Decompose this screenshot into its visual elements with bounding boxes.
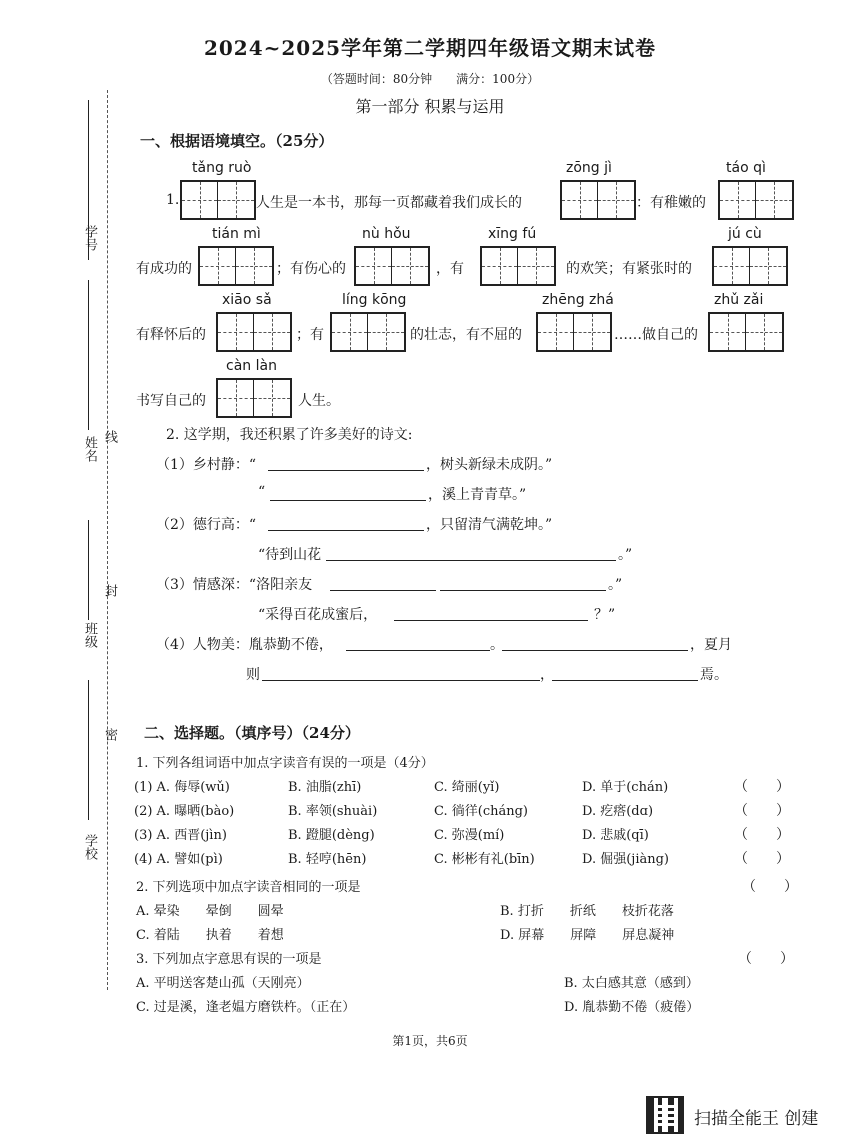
answer-box-lingkong[interactable] [330,312,406,352]
poem-b2-end: 。” [618,547,633,563]
q1-number: 1. [166,192,180,208]
text-t1: 人生是一本书，那每一页都藏着我们成长的 [256,195,522,211]
q1-row-option-c: C. 徜徉(cháng) [434,804,528,819]
side-label-banji: 班级 [82,622,97,648]
poem-d2-end: 焉。 [700,667,728,683]
answer-box-zhuzai[interactable] [708,312,784,352]
poem-a1-end: ，树头新绿未成阴。” [426,457,553,473]
exam-title: 2024~2025学年第二学期四年级语文期末试卷 [203,36,657,60]
q1-row-option-b: B. 轻哼(hēn) [288,852,367,867]
side-label-xuexiao: 学校 [82,834,97,860]
exam-subtitle: （答题时间：80分钟 满分：100分） [320,72,540,86]
pinyin-tangruo: tǎng ruò [192,160,252,176]
text-t7: 有释怀后的 [136,327,206,343]
q1-row-option-a: (2) A. 曝晒(bào) [134,804,235,819]
s2-q3-opt-b: B. 太白感其意（感到） [564,976,699,991]
poem-b2-start: “待到山花 [258,547,322,563]
q1-row-answer[interactable]: （ ） [734,827,790,843]
xingming-field-line [88,280,89,430]
blank-c2[interactable] [394,620,588,621]
s2-q2-opt-a: A. 晕染 晕倒 圆晕 [136,904,284,919]
poem-d-end: ，夏月 [690,637,732,653]
blank-a1[interactable] [268,470,424,471]
answer-box-tangruo[interactable] [180,180,256,220]
answer-box-xingfu[interactable] [480,246,556,286]
s2-q3-opt-c: C. 过是溪，逢老媪方磨铁杵。（正在） [136,1000,356,1015]
pinyin-nuhou: nù hǒu [362,226,411,242]
blank-b1[interactable] [268,530,424,531]
s2-q2: 2. 下列选项中加点字读音相同的一项是 [136,880,361,895]
blank-b2[interactable] [326,560,616,561]
xuexiao-field-line [88,680,89,820]
pinyin-canlan: càn làn [226,358,277,374]
q1-row-option-c: C. 彬彬有礼(bīn) [434,852,535,867]
pinyin-zongji: zōng jì [566,160,612,176]
poem-b-label: （2）德行高：“ [156,517,257,533]
side-label-xuehao: 学号 [82,225,97,251]
blank-d2a[interactable] [262,680,540,681]
page-number: 第1页，共6页 [392,1034,468,1048]
s2-q3: 3. 下列加点字意思有误的一项是 [136,952,322,967]
q1-row-answer[interactable]: （ ） [734,779,790,795]
q1-row-option-a: (1) A. 侮辱(wǔ) [134,780,230,795]
q1-row-option-c: C. 绮丽(yǐ) [434,780,500,795]
pinyin-xiaosa: xiāo sǎ [222,292,272,308]
pinyin-lingkong: líng kōng [342,292,407,308]
pinyin-jucu: jú cù [728,226,762,242]
answer-box-zhengzha[interactable] [536,312,612,352]
text-t3: 有成功的 [136,261,192,277]
banji-field-line [88,520,89,620]
text-t11: 书写自己的 [136,393,206,409]
answer-box-taoqi[interactable] [718,180,794,220]
answer-box-tianmi[interactable] [198,246,274,286]
s2-q1: 1. 下列各组词语中加点字读音有误的一项是（4分） [136,756,434,771]
q1-row-option-d: D. 倔强(jiàng) [582,852,670,867]
blank-c1a[interactable] [330,590,436,591]
q2-prompt: 2. 这学期，我还积累了许多美好的诗文: [166,427,413,443]
side-label-xingming: 姓名 [82,436,97,462]
text-t6: 的欢笑；有紧张时的 [566,261,692,277]
side-label-mi: 密 [102,728,117,741]
scanner-brand: 扫描全能王 创建 [694,1109,819,1129]
answer-box-nuhou[interactable] [354,246,430,286]
answer-box-zongji[interactable] [560,180,636,220]
poem-d2-mid: ， [540,667,554,683]
section1-heading: 一、根据语境填空。（25分） [140,132,334,150]
blank-d1b[interactable] [502,650,688,651]
blank-d1a[interactable] [346,650,490,651]
blank-a2[interactable] [270,500,426,501]
section2-heading: 二、选择题。（填序号）（24分） [144,724,360,742]
pinyin-zhuzai: zhǔ zǎi [714,292,764,308]
side-label-xian: 线 [102,430,117,443]
s2-q2-opt-c: C. 着陆 执着 着想 [136,928,284,943]
poem-c1-end: 。” [608,577,623,593]
poem-b1-end: ，只留清气满乾坤。” [426,517,553,533]
text-t8: ；有 [296,327,324,343]
qr-code-icon [646,1096,684,1134]
s2-q2-opt-d: D. 屏幕 屏障 屏息凝神 [500,928,675,943]
poem-d2-start: 则 [246,667,260,683]
text-t10: ……做自己的 [614,327,698,343]
q1-row-option-d: D. 单于(chán) [582,780,669,795]
poem-a-label: （1）乡村静：“ [156,457,257,473]
side-label-feng: 封 [102,584,117,597]
s2-q2-opt-b: B. 打折 折纸 枝折花落 [500,904,674,919]
answer-box-xiaosa[interactable] [216,312,292,352]
blank-d2b[interactable] [552,680,698,681]
blank-c1b[interactable] [440,590,606,591]
q1-row-option-a: (3) A. 西晋(jìn) [134,828,227,843]
q1-row-option-c: C. 弥漫(mí) [434,828,505,843]
text-t9: 的壮志，有不屈的 [410,327,522,343]
s2-q2-answer[interactable]: （ ） [742,879,798,895]
part-heading: 第一部分 积累与运用 [355,97,505,116]
poem-a2-end: ，溪上青青草。” [428,487,527,503]
q1-row-option-b: B. 率领(shuài) [288,804,378,819]
s2-q3-opt-a: A. 平明送客楚山孤（天刚亮） [136,976,310,991]
s2-q3-answer[interactable]: （ ） [738,951,794,967]
q1-row-option-a: (4) A. 譬如(pì) [134,852,223,867]
pinyin-tianmi: tián mì [212,226,261,242]
poem-c-label: （3）情感深：“洛阳亲友 [156,577,313,593]
text-t4: ；有伤心的 [276,261,346,277]
poem-d-mid: 。 [490,637,504,653]
answer-box-canlan[interactable] [216,378,292,418]
answer-box-jucu[interactable] [712,246,788,286]
q1-row-answer[interactable]: （ ） [734,851,790,867]
q1-row-option-d: D. 疙瘩(dɑ) [582,804,654,819]
poem-c2-end: ？” [594,607,616,623]
q1-row-option-b: B. 油脂(zhī) [288,780,362,795]
poem-c2-start: “采得百花成蜜后， [258,607,378,623]
q1-row-option-d: D. 悲戚(qī) [582,828,649,843]
text-t5: ，有 [436,261,464,277]
poem-d-label: （4）人物美：胤恭勤不倦， [156,637,333,653]
pinyin-taoqi: táo qì [726,160,766,176]
pinyin-zhengzha: zhēng zhá [542,292,614,308]
s2-q3-opt-d: D. 胤恭勤不倦（疲倦） [564,1000,700,1015]
q1-row-option-b: B. 蹬腿(dèng) [288,828,375,843]
pinyin-xingfu: xīng fú [488,226,537,242]
q1-row-answer[interactable]: （ ） [734,803,790,819]
text-t2: ：有稚嫩的 [636,195,706,211]
poem-a2-start: “ [258,484,266,500]
text-t12: 人生。 [298,393,340,409]
binding-line [107,90,108,990]
